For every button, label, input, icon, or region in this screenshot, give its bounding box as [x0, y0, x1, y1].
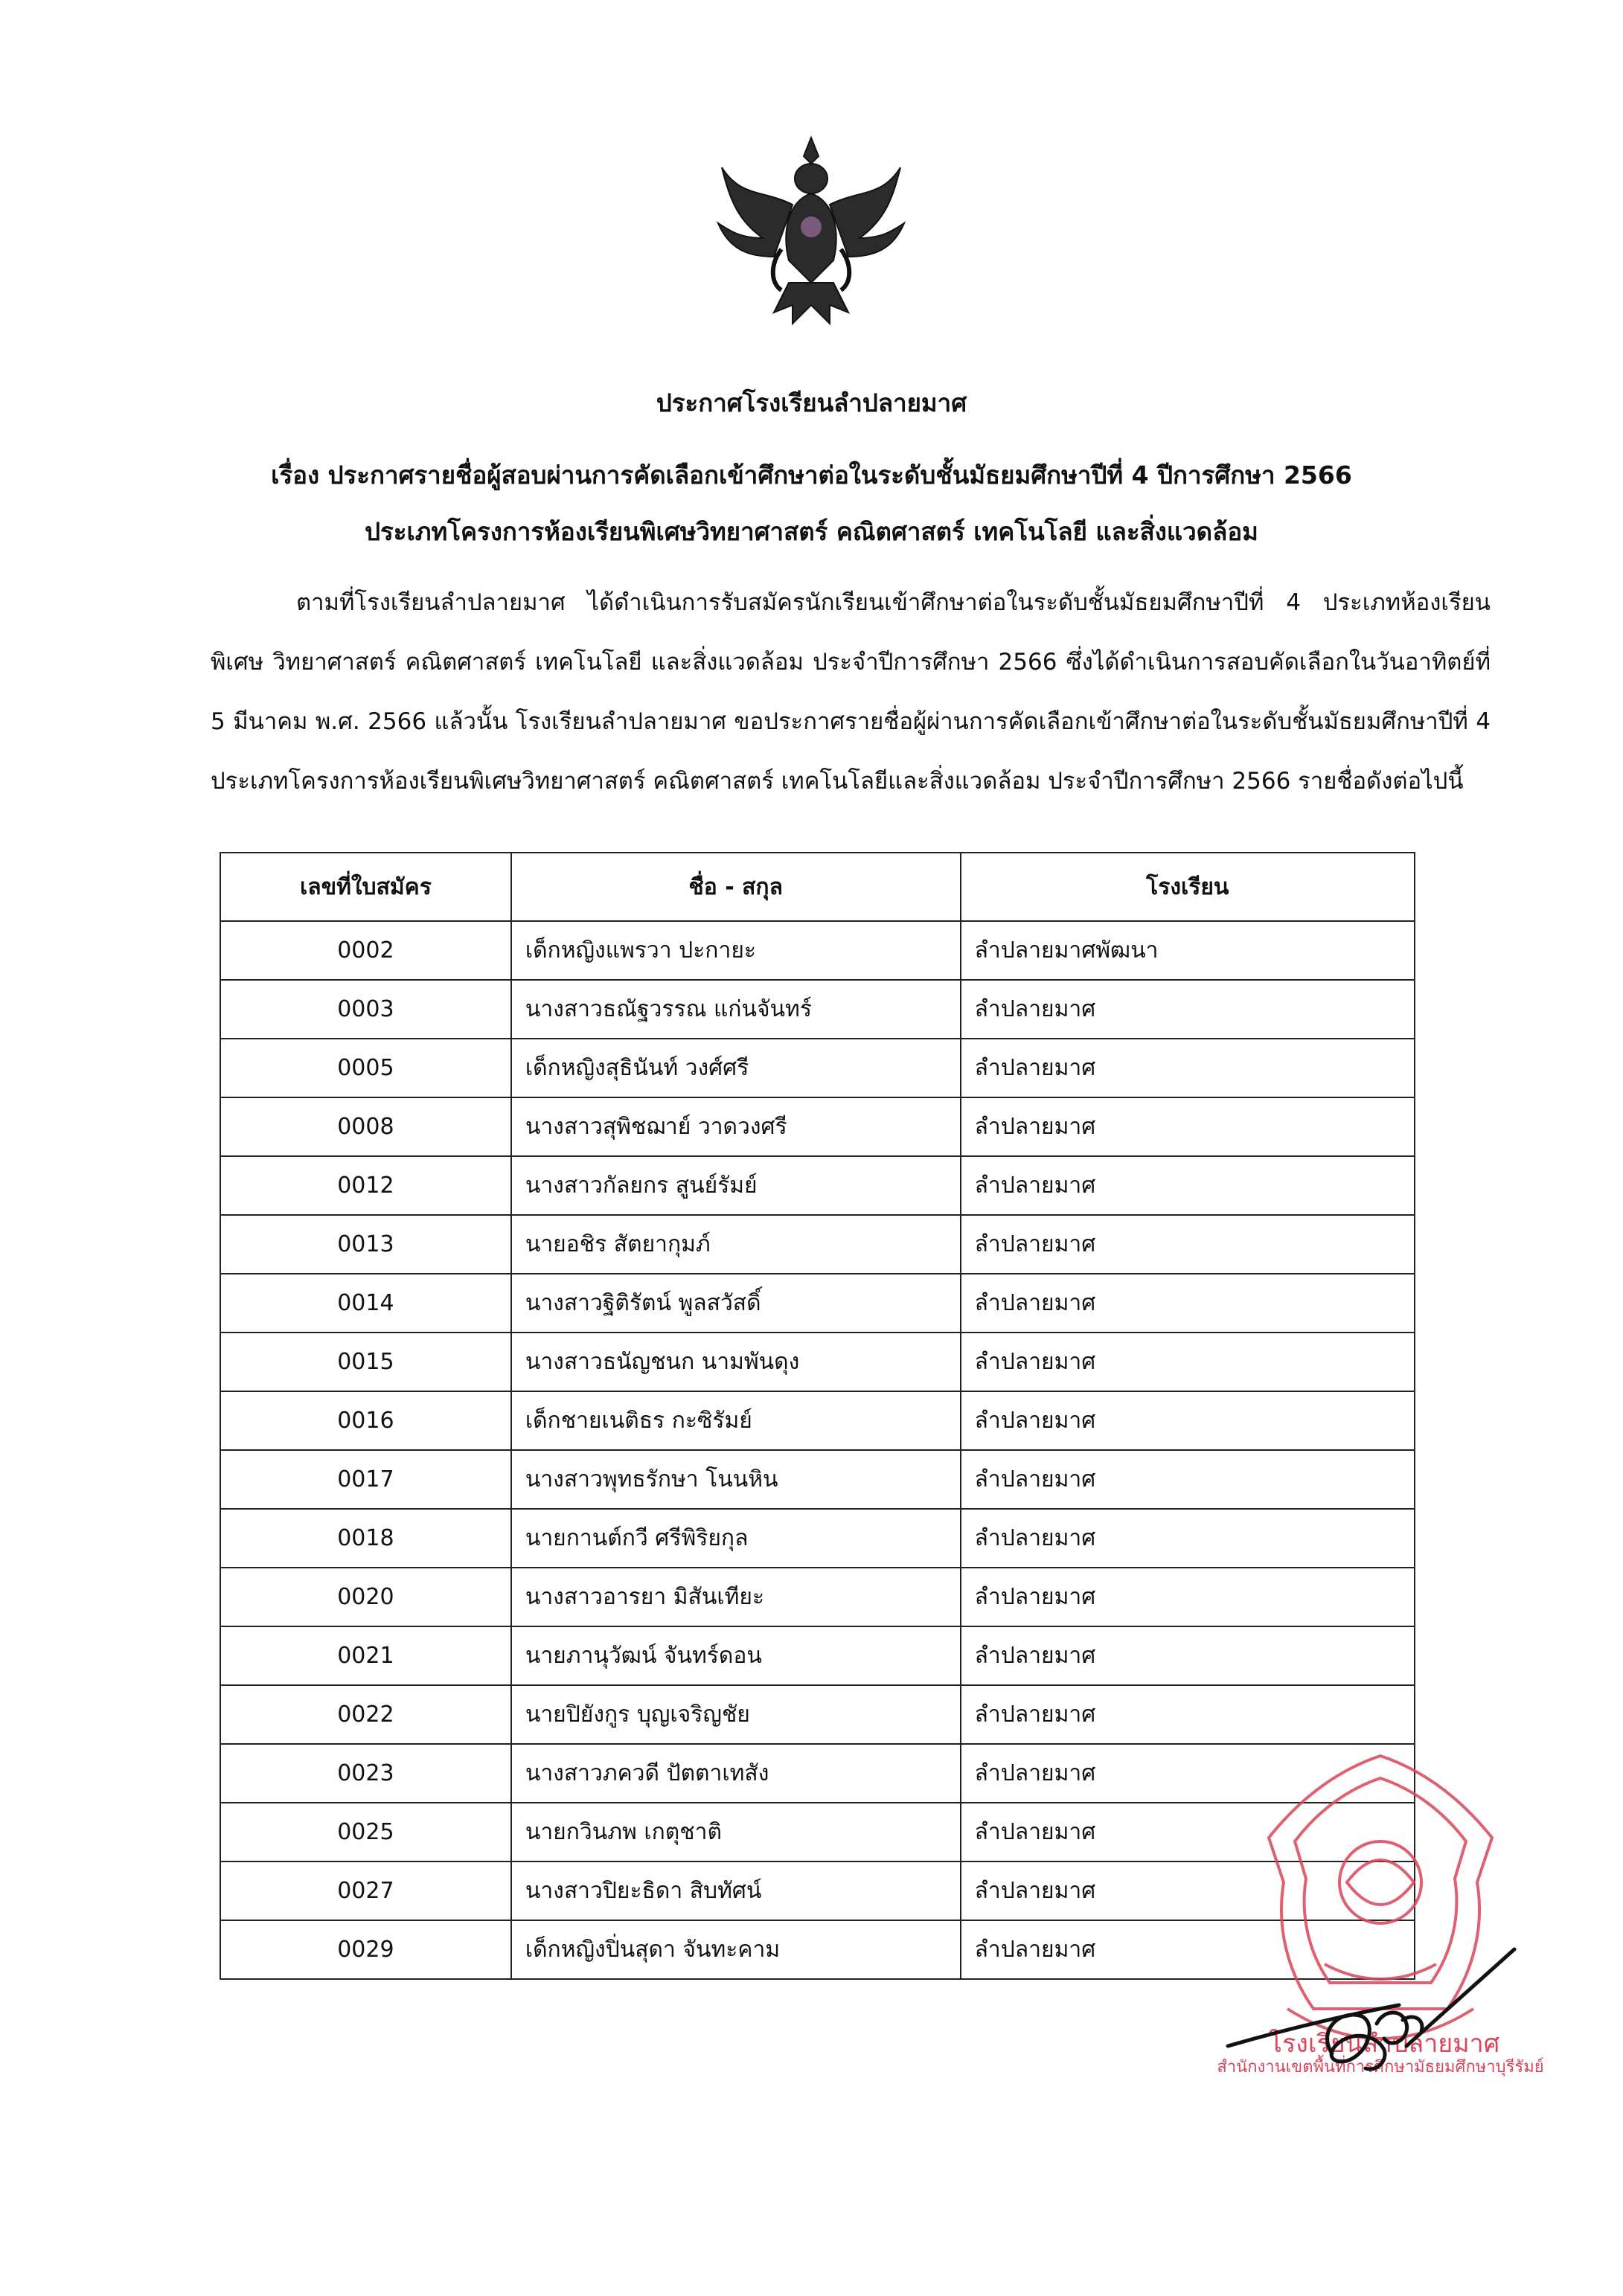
cell-full-name: นางสาวกัลยกร สูนย์รัมย์ [511, 1156, 961, 1215]
table-row [220, 1568, 1415, 1626]
cell-full-name: นางสาวปิยะธิดา สิบทัศน์ [511, 1862, 961, 1920]
cell-application-number: 0014 [220, 1274, 511, 1333]
table-row [220, 1333, 1415, 1391]
cell-school: ลำปลายมาศ [961, 1862, 1415, 1920]
cell-full-name: นายปิยังกูร บุญเจริญชัย [511, 1685, 961, 1744]
announcement-heading: ประกาศโรงเรียนลำปลายมาศ [656, 388, 967, 417]
cell-application-number: 0015 [220, 1333, 511, 1391]
cell-full-name: นางสาวธนัญชนก นามพันดุง [511, 1333, 961, 1391]
announcement-subject-line-2: ประเภทโครงการห้องเรียนพิเศษวิทยาศาสตร์ คณิตศาสตร์ เทคโนโลยี และสิ่งแวดล้อม [365, 517, 1258, 546]
table-header-row [220, 853, 1415, 921]
cell-application-number: 0013 [220, 1215, 511, 1274]
cell-full-name: นางสาวฐิติรัตน์ พูลสวัสดิ์ [511, 1274, 961, 1333]
table-row [220, 980, 1415, 1039]
cell-school: ลำปลายมาศ [961, 1097, 1415, 1156]
cell-full-name: นางสาวภควดี ปัตตาเทสัง [511, 1744, 961, 1803]
garuda-emblem-icon [700, 123, 923, 346]
cell-school: ลำปลายมาศ [961, 1391, 1415, 1450]
cell-school: ลำปลายมาศ [961, 1568, 1415, 1626]
cell-full-name: นางสาวพุทธรักษา โนนหิน [511, 1450, 961, 1509]
cell-school: ลำปลายมาศ [961, 1333, 1415, 1391]
table-row [220, 1450, 1415, 1509]
table-row [220, 1509, 1415, 1568]
table-row [220, 1215, 1415, 1274]
cell-application-number: 0016 [220, 1391, 511, 1450]
cell-application-number: 0022 [220, 1685, 511, 1744]
cell-full-name: นายอชิร สัตยากุมภ์ [511, 1215, 961, 1274]
cell-school: ลำปลายมาศ [961, 1215, 1415, 1274]
cell-school: ลำปลายมาศพัฒนา [961, 921, 1415, 980]
cell-full-name: เด็กหญิงแพรวา ปะกายะ [511, 921, 961, 980]
cell-school: ลำปลายมาศ [961, 980, 1415, 1039]
cell-application-number: 0025 [220, 1803, 511, 1862]
cell-application-number: 0002 [220, 921, 511, 980]
signature-icon [1220, 1934, 1518, 2098]
announcement-subject-line-1: เรื่อง ประกาศรายชื่อผู้สอบผ่านการคัดเลือกเข้าศึกษาต่อในระดับชั้นมัธยมศึกษาปีที่ 4 ปีการศึกษา 2566 [271, 461, 1352, 490]
table-row [220, 921, 1415, 980]
table-row [220, 1039, 1415, 1097]
seal-text-lower: สำนักงานเขตพื้นที่การศึกษามัธยมศึกษาบุรีรัมย์ [1217, 2058, 1544, 2077]
cell-school: ลำปลายมาศ [961, 1685, 1415, 1744]
table-row [220, 1626, 1415, 1685]
cell-application-number: 0021 [220, 1626, 511, 1685]
table-row [220, 1685, 1415, 1744]
announcement-body [211, 573, 1491, 811]
cell-application-number: 0018 [220, 1509, 511, 1568]
cell-full-name: นางสาวธณัฐวรรณ แก่นจันทร์ [511, 980, 961, 1039]
cell-school: ลำปลายมาศ [961, 1920, 1415, 1979]
cell-full-name: เด็กชายเนติธร กะซิรัมย์ [511, 1391, 961, 1450]
cell-full-name: นางสาวอารยา มิสันเทียะ [511, 1568, 961, 1626]
header-application-number: เลขที่ใบสมัคร [220, 853, 511, 921]
cell-application-number: 0029 [220, 1920, 511, 1979]
cell-full-name: เด็กหญิงปิ่นสุดา จันทะคาม [511, 1920, 961, 1979]
cell-school: ลำปลายมาศ [961, 1803, 1415, 1862]
cell-application-number: 0020 [220, 1568, 511, 1626]
cell-full-name: นายกานต์กวี ศรีพิริยกุล [511, 1509, 961, 1568]
announcement-body-text: ตามที่โรงเรียนลำปลายมาศ ได้ดำเนินการรับสมัครนักเรียนเข้าศึกษาต่อในระดับชั้นมัธยมศึกษาปีที่ 4 ประเภทห้องเรียนพิเศษ วิทยาศาสตร์ คณิตศาสตร์ เทคโนโลยี และสิ่งแวดล้อม ประจำปีการศึกษา 2566 ซึ่งได้ดำเนินการสอบคัดเลือกในวันอาทิตย์ที่ 5 มีนาคม พ.ศ. 2566 แล้วนั้น โรงเรียนลำปลายมาศ ขอประกาศรายชื่อผู้ผ่านการคัดเลือกเข้าศึกษาต่อในระดับชั้นมัธยมศึกษาปีที่ 4 ประเภทโครงการห้องเรียนพิเศษวิทยาศาสตร์ คณิตศาสตร์ เทคโนโลยีและสิ่งแวดล้อม ประจำปีการศึกษา 2566 รายชื่อดังต่อไปนี้ [211, 589, 1491, 795]
cell-application-number: 0008 [220, 1097, 511, 1156]
cell-application-number: 0003 [220, 980, 511, 1039]
table-row [220, 1156, 1415, 1215]
cell-application-number: 0027 [220, 1862, 511, 1920]
cell-school: ลำปลายมาศ [961, 1039, 1415, 1097]
cell-school: ลำปลายมาศ [961, 1274, 1415, 1333]
seal-text-upper: โรงเรียนลำปลายมาศ [1268, 2029, 1500, 2059]
cell-school: ลำปลายมาศ [961, 1626, 1415, 1685]
cell-full-name: นางสาวสุพิชฌาย์ วาดวงศรี [511, 1097, 961, 1156]
cell-full-name: นายกวินภพ เกตุชาติ [511, 1803, 961, 1862]
table-row [220, 1097, 1415, 1156]
cell-school: ลำปลายมาศ [961, 1450, 1415, 1509]
cell-school: ลำปลายมาศ [961, 1509, 1415, 1568]
cell-application-number: 0017 [220, 1450, 511, 1509]
cell-full-name: เด็กหญิงสุธินันท์ วงศ์ศรี [511, 1039, 961, 1097]
cell-application-number: 0005 [220, 1039, 511, 1097]
cell-application-number: 0012 [220, 1156, 511, 1215]
header-full-name: ชื่อ - สกุล [511, 853, 961, 921]
table-row [220, 1391, 1415, 1450]
table-row [220, 1274, 1415, 1333]
cell-full-name: นายภานุวัฒน์ จันทร์ดอน [511, 1626, 961, 1685]
cell-school: ลำปลายมาศ [961, 1744, 1415, 1803]
cell-school: ลำปลายมาศ [961, 1156, 1415, 1215]
cell-application-number: 0023 [220, 1744, 511, 1803]
header-school: โรงเรียน [961, 853, 1415, 921]
